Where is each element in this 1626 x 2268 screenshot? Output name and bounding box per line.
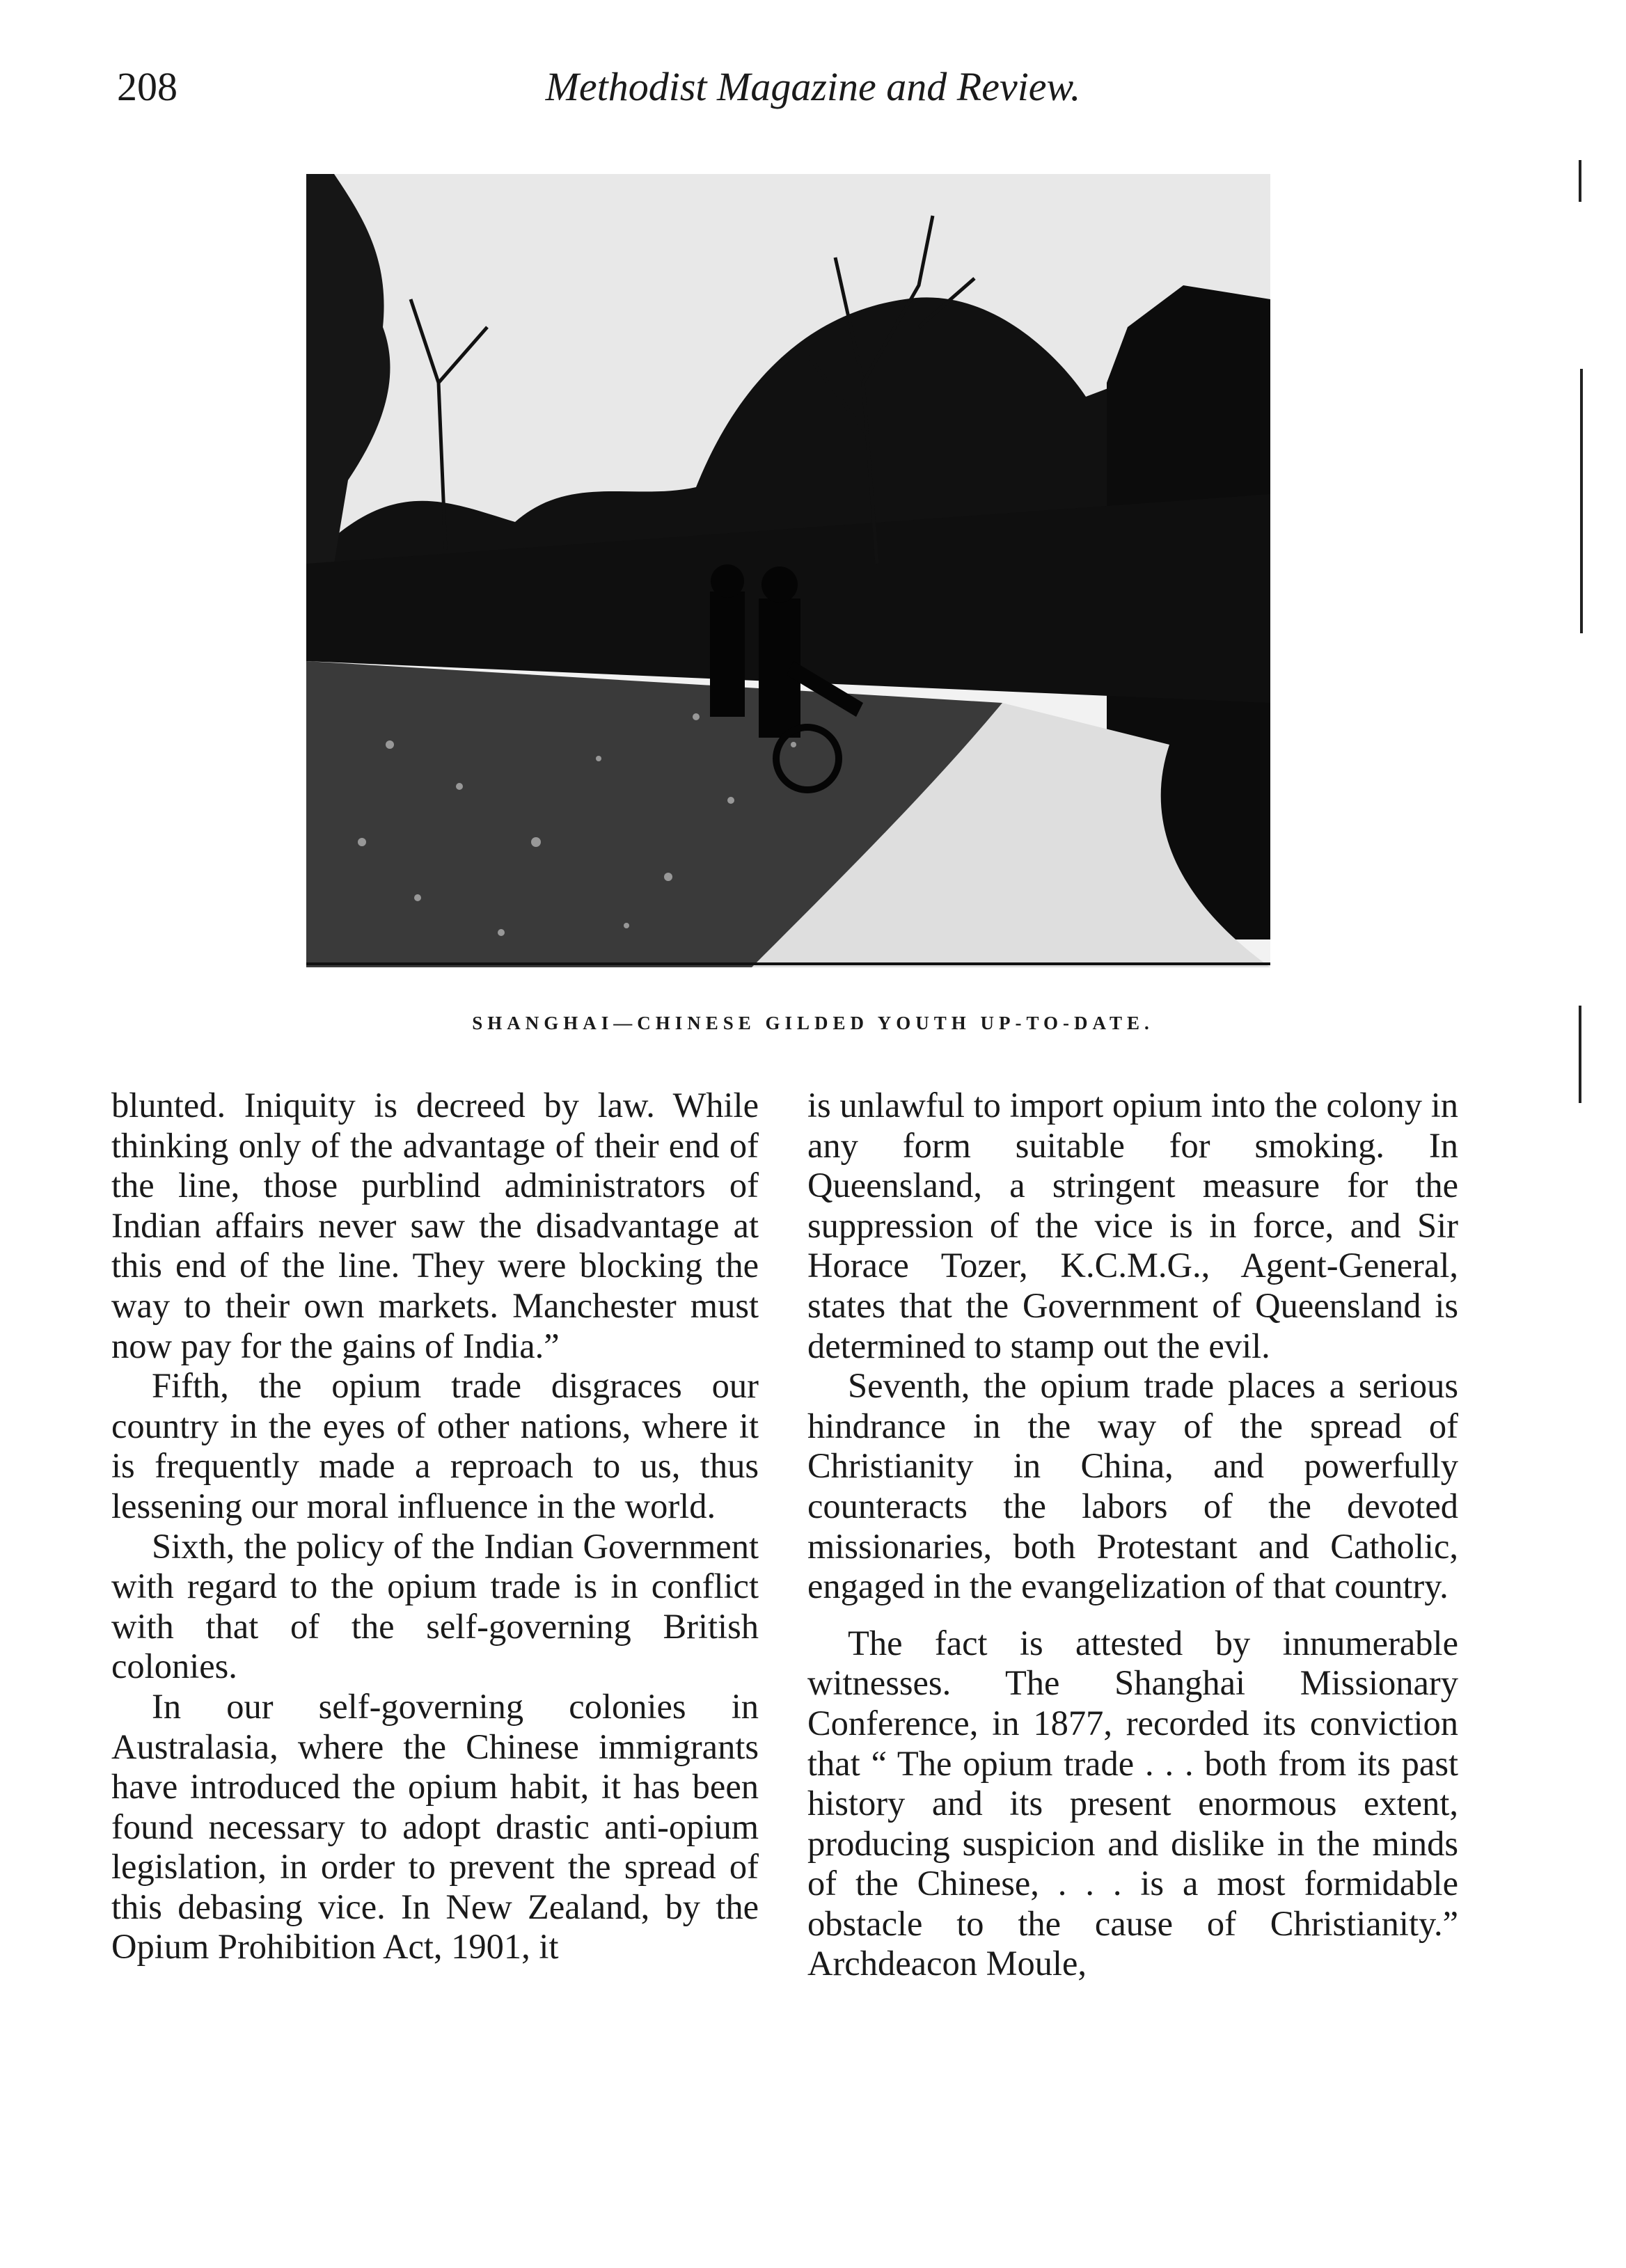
scan-margin-mark [1579,1006,1581,1103]
page-number: 208 [117,64,177,109]
scan-margin-mark [1579,160,1581,202]
right-paragraph-1: is unlawful to import opium into the colony in any form suitable for smoking. In Queensland, a stringent measure for the suppression of the vice is in force, and Sir Horace Tozer, K.C.M.G., Agent-General, states that the Government of Queensland is determined to stamp out the evil. [807,1086,1458,1365]
left-paragraph-2: Fifth, the opium trade disgraces our country in the eyes of other nations, where it is frequently made a reproach to us, thus lessening our moral influence in the world. [111,1366,759,1525]
right-paragraph-2: Seventh, the opium trade places a serious hindrance in the way of the spread of Christianity in China, and powerfully counteracts the labors of the devoted missionaries, both Protestant and Catholic, engaged in the evangelization of that country. [807,1366,1458,1606]
left-column [111,1086,759,1967]
running-title: Methodist Magazine and Review. [545,64,1081,109]
figure-caption: SHANGHAI—CHINESE GILDED YOUTH UP-TO-DATE. [472,1013,1154,1033]
scan-margin-mark [1580,369,1583,633]
left-paragraph-1: blunted. Iniquity is decreed by law. While thinking only of the advantage of their end of the line, those purblind administrators of Indian affairs never saw the disadvantage at this end of the line. They were blocking the way to their own markets. Manchester must now pay for the gains of India.” [111,1086,759,1365]
street-scene-illustration [306,174,1270,967]
right-column [807,1086,1458,1984]
right-paragraph-3: The fact is attested by innumerable witnesses. The Shanghai Missionary Conference, in 1877, recorded its conviction that “ The opium trade . . . both from its past history and its present enormous extent, producing suspicion and dislike in the minds of the Chinese, . . . is a most formidable obstacle to the cause of Christianity.” Archdeacon Moule, [807,1623,1458,1983]
left-paragraph-3: Sixth, the policy of the Indian Government with regard to the opium trade is in conflict with that of the self-governing British colonies. [111,1526,759,1686]
left-paragraph-4: In our self-governing colonies in Australasia, where the Chinese immigrants have introduced the opium habit, it has been found necessary to adopt drastic anti-opium legislation, in order to prevent the spread of this debasing vice. In New Zealand, by the Opium Prohibition Act, 1901, it [111,1686,759,1967]
halftone-photograph [306,174,1270,967]
